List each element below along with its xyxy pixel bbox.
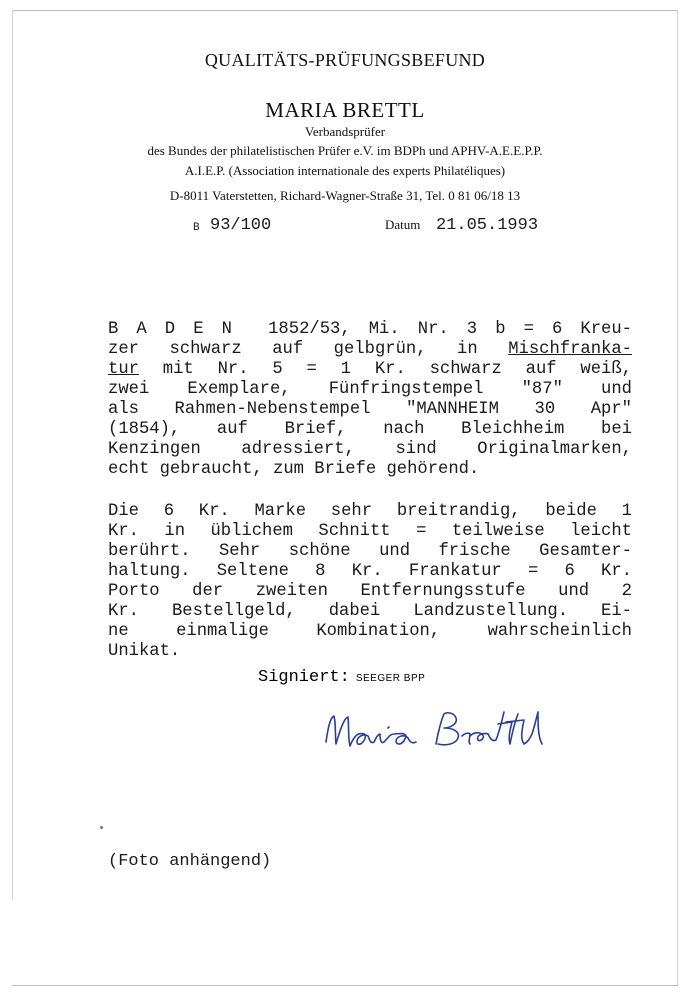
p1-line-1: B A D E N 1852/53, Mi. Nr. 3 b = 6 Kreu- <box>108 320 632 339</box>
p1-underlined-word: Mischfrankа- <box>508 340 632 359</box>
signed-label: Signiert: <box>258 668 350 687</box>
handwritten-signature <box>318 700 558 770</box>
p1-line-3-text: mit Nr. 5 = 1 Kr. schwarz auf weiß, <box>138 360 632 379</box>
p1-line-3 <box>108 360 632 380</box>
signature-text: Maria Brettl <box>318 700 323 701</box>
signed-line <box>258 666 425 687</box>
p1-line-4: zwei Exemplare, Fünfringstempel "87" und <box>108 380 632 399</box>
reference-prefix: B <box>193 222 200 234</box>
p1-underlined-word-cont: tur <box>108 360 139 379</box>
p2-line-4: haltung. Seltene 8 Kr. Frankatur = 6 Kr. <box>108 562 632 581</box>
date-label: Datum <box>385 217 421 232</box>
p2-line-8: Unikat. <box>108 642 181 661</box>
p2-line-5: Porto der zweiten Entfernungsstufe und 2 <box>108 582 632 601</box>
expert-role: Verbandsprüfer <box>304 124 386 139</box>
frame-bottom-border <box>12 985 678 986</box>
p2-line-2: Kr. in üblichem Schnitt = teilweise leicht <box>108 522 632 541</box>
p2-line-3: berührt. Sehr schöne und frische Gesamter- <box>108 542 632 561</box>
p2-line-6: Kr. Bestellgeld, dabei Landzustellung. Ei- <box>108 602 632 621</box>
address-line: D-8011 Vaterstetten, Richard-Wagner-Straße 31, Tel. 0 81 06/18 13 <box>169 188 521 203</box>
p1-line-5: als Rahmen-Nebenstempel "MANNHEIM 30 Apr" <box>108 400 632 419</box>
photo-note: (Foto anhängend) <box>108 852 272 871</box>
date-value: 21.05.1993 <box>436 216 539 235</box>
p1-line-2 <box>108 340 632 360</box>
document-title: QUALITÄTS-PRÜFUNGSBEFUND <box>204 50 486 70</box>
p1-line-7: Kenzingen adressiert, sind Originalmarken, <box>108 440 632 459</box>
association-line: des Bundes der philatelistischen Prüfer e.V. im BDPh und APHV-A.E.E.P.P. <box>147 143 543 158</box>
p1-line-8: echt gebraucht, zum Briefe gehörend. <box>108 460 480 479</box>
speck <box>100 826 103 829</box>
frame-top-border <box>12 10 678 11</box>
p1-line-6: (1854), auf Brief, nach Bleichheim bei <box>108 420 632 439</box>
p1-line-2-text: zer schwarz auf gelbgrün, in <box>108 340 509 359</box>
p2-line-7: ne einmalige Kombination, wahrscheinlich <box>108 622 632 641</box>
p2-line-1: Die 6 Kr. Marke sehr breitrandig, beide 1 <box>108 502 632 521</box>
reference-number: 93/100 <box>210 216 272 235</box>
aiep-line: A.I.E.P. (Association internationale des experts Philatéliques) <box>184 163 506 178</box>
expert-name: MARIA BRETTL <box>265 98 425 122</box>
signed-by: SEEGER BPP <box>355 673 426 684</box>
